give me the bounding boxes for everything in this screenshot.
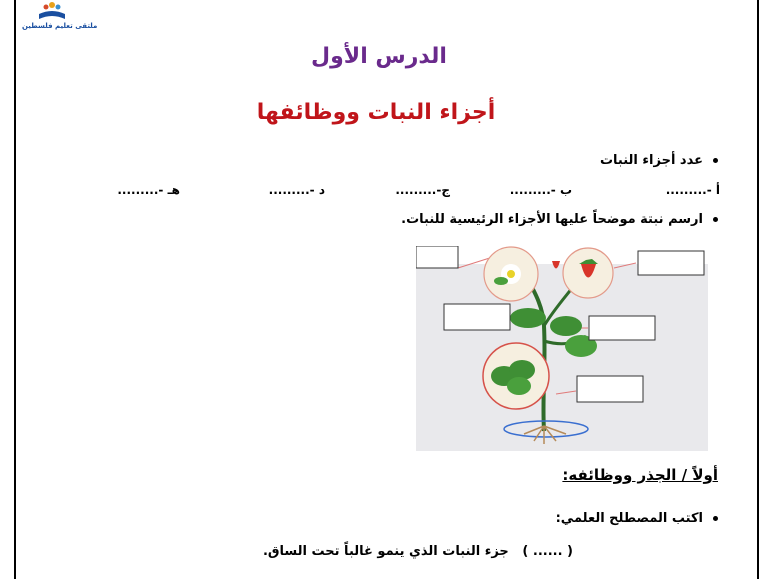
term-item: ( ...... ) جزء النبات الذي ينمو غالباً تحت الساق. (262, 544, 573, 559)
topic-title: أجزاء النبات ووظائفها (256, 100, 496, 125)
part-a: أ -......... (665, 183, 720, 197)
strawberry-plant-diagram (416, 246, 708, 451)
label-box-root (577, 376, 643, 402)
logo (22, 0, 98, 34)
label-box-flower (416, 246, 458, 268)
label-box-fruit (638, 251, 704, 275)
lesson-title: الدرس الأول (311, 44, 447, 69)
logo-text: ملتقى تعليم فلسطين (22, 22, 98, 30)
question-count-parts: عدد أجزاء النبات (600, 153, 718, 168)
part-e: هـ -......... (117, 183, 180, 197)
bullet-icon (713, 217, 718, 222)
section-root-heading: أولاً / الجذر ووظائفه: (562, 466, 718, 484)
part-d: د -......... (268, 183, 325, 197)
parts-answer-row (100, 183, 720, 201)
label-box-stem (444, 304, 510, 330)
term-blank[interactable]: ...... (532, 544, 563, 559)
part-c: ج-......... (395, 183, 450, 197)
question-draw-plant: ارسم نبتة موضحاً عليها الأجزاء الرئيسية للنبات. (401, 212, 718, 227)
bullet-icon (713, 158, 718, 163)
label-box-leaf (589, 316, 655, 340)
book-figures-icon (37, 0, 67, 22)
part-b: ب -......... (509, 183, 572, 197)
question-scientific-term: اكتب المصطلح العلمي: (556, 511, 718, 526)
bullet-icon (713, 516, 718, 521)
